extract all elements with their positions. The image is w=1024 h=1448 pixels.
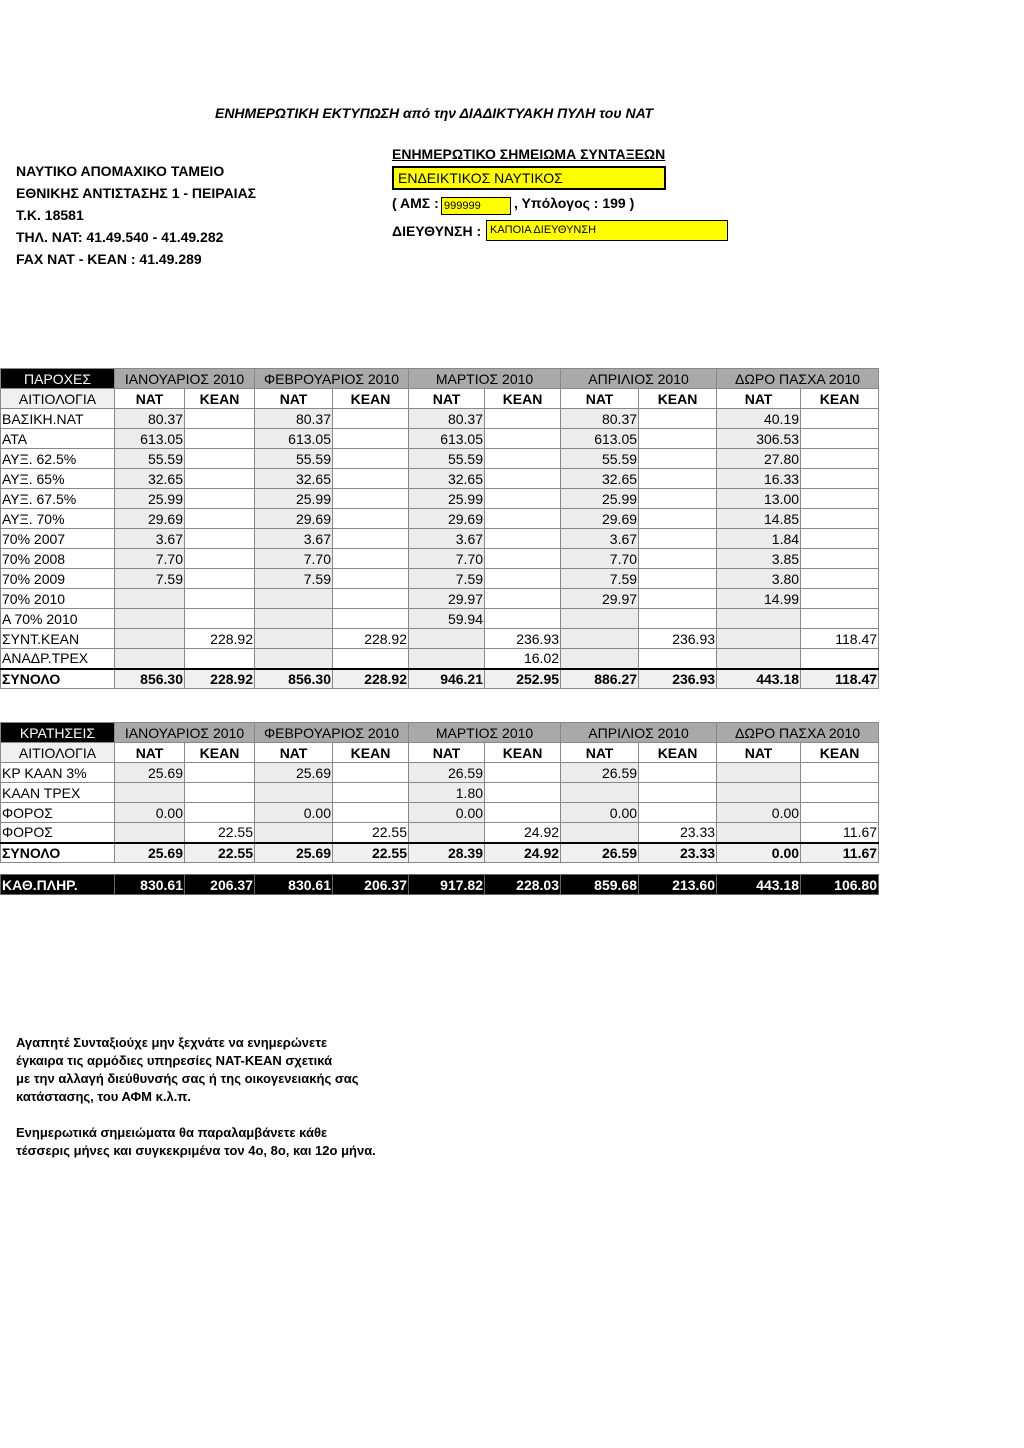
value-cell: 25.99	[409, 489, 485, 509]
row-label: 70% 2010	[1, 589, 115, 609]
value-cell	[639, 449, 717, 469]
value-cell	[185, 469, 255, 489]
total-cell: 228.92	[185, 669, 255, 689]
value-cell	[717, 609, 801, 629]
total-cell: 856.30	[115, 669, 185, 689]
value-cell	[639, 569, 717, 589]
month-header: ΙΑΝΟΥΑΡΙΟΣ 2010	[115, 723, 255, 743]
value-cell	[115, 629, 185, 649]
value-cell	[333, 589, 409, 609]
value-cell	[485, 589, 561, 609]
value-cell	[801, 589, 879, 609]
row-label: 70% 2009	[1, 569, 115, 589]
month-header: ΜΑΡΤΙΟΣ 2010	[409, 723, 561, 743]
value-cell	[115, 823, 185, 843]
total-cell: 22.55	[333, 843, 409, 863]
total-label: ΣΥΝΟΛΟ	[1, 843, 115, 863]
column-header-nat: ΝΑΤ	[561, 743, 639, 763]
notice-heading: ΕΝΗΜΕΡΩΤΙΚΟ ΣΗΜΕΙΩΜΑ ΣΥΝΤΑΞΕΩΝ	[392, 146, 666, 162]
total-cell: 886.27	[561, 669, 639, 689]
value-cell: 613.05	[255, 429, 333, 449]
row-label: 70% 2008	[1, 549, 115, 569]
value-cell	[801, 409, 879, 429]
column-header-nat: ΝΑΤ	[717, 389, 801, 409]
value-cell: 25.99	[115, 489, 185, 509]
org-line: ΝΑΥΤΙΚΟ ΑΠΟΜΑΧΙΚΟ ΤΑΜΕΙΟ	[16, 163, 225, 179]
total-cell: 236.93	[639, 669, 717, 689]
value-cell	[801, 649, 879, 669]
value-cell	[115, 609, 185, 629]
net-pay-cell: 859.68	[561, 875, 639, 895]
value-cell: 0.00	[255, 803, 333, 823]
value-cell: 59.94	[409, 609, 485, 629]
value-cell	[717, 763, 801, 783]
value-cell	[561, 609, 639, 629]
net-pay-cell: 206.37	[185, 875, 255, 895]
row-label: 70% 2007	[1, 529, 115, 549]
value-cell	[485, 569, 561, 589]
organization-address	[16, 160, 256, 270]
value-cell	[185, 509, 255, 529]
net-pay-cell: 228.03	[485, 875, 561, 895]
value-cell: 55.59	[255, 449, 333, 469]
value-cell: 7.70	[255, 549, 333, 569]
value-cell	[639, 429, 717, 449]
column-header-nat: ΝΑΤ	[115, 743, 185, 763]
column-header-kean: ΚΕΑΝ	[801, 389, 879, 409]
total-cell: 25.69	[255, 843, 333, 863]
column-header: ΑΙΤΙΟΛΟΓΙΑ	[1, 743, 115, 763]
value-cell: 29.69	[255, 509, 333, 529]
value-cell	[639, 803, 717, 823]
accountant-label: , Υπόλογος : 199 )	[514, 195, 635, 211]
column-header: ΑΙΤΙΟΛΟΓΙΑ	[1, 389, 115, 409]
row-label: ΑΥΞ. 70%	[1, 509, 115, 529]
value-cell	[333, 469, 409, 489]
row-label: ΑΝΑΔΡ.ΤΡΕΧ	[1, 649, 115, 669]
value-cell: 25.99	[255, 489, 333, 509]
value-cell: 32.65	[115, 469, 185, 489]
value-cell	[185, 783, 255, 803]
net-pay-cell: 830.61	[255, 875, 333, 895]
value-cell: 55.59	[561, 449, 639, 469]
month-header: ΜΑΡΤΙΟΣ 2010	[409, 369, 561, 389]
org-line: Τ.Κ. 18581	[16, 207, 84, 223]
column-header-kean: ΚΕΑΝ	[333, 743, 409, 763]
table-row	[1, 803, 879, 823]
value-cell	[115, 783, 185, 803]
column-header-nat: ΝΑΤ	[255, 743, 333, 763]
value-cell	[801, 469, 879, 489]
value-cell: 228.92	[185, 629, 255, 649]
total-cell: 23.33	[639, 843, 717, 863]
column-header-nat: ΝΑΤ	[717, 743, 801, 763]
org-line: ΕΘΝΙΚΗΣ ΑΝΤΙΣΤΑΣΗΣ 1 - ΠΕΙΡΑΙΑΣ	[16, 185, 257, 201]
value-cell	[333, 549, 409, 569]
value-cell	[717, 783, 801, 803]
month-header: ΔΩΡΟ ΠΑΣΧΑ 2010	[717, 723, 879, 743]
net-pay-row	[1, 875, 879, 895]
month-header: ΑΠΡΙΛΙΟΣ 2010	[561, 369, 717, 389]
address-label: ΔΙΕΥΘΥΝΣΗ :	[392, 223, 482, 239]
value-cell	[639, 649, 717, 669]
total-cell: 946.21	[409, 669, 485, 689]
value-cell	[185, 589, 255, 609]
total-cell: 856.30	[255, 669, 333, 689]
value-cell	[409, 823, 485, 843]
value-cell: 16.02	[485, 649, 561, 669]
table-row	[1, 509, 879, 529]
month-header: ΔΩΡΟ ΠΑΣΧΑ 2010	[717, 369, 879, 389]
table-row	[1, 629, 879, 649]
value-cell	[185, 529, 255, 549]
value-cell: 55.59	[409, 449, 485, 469]
column-header-nat: ΝΑΤ	[409, 389, 485, 409]
value-cell: 29.97	[409, 589, 485, 609]
value-cell	[333, 409, 409, 429]
value-cell: 0.00	[561, 803, 639, 823]
value-cell	[485, 409, 561, 429]
table-row	[1, 469, 879, 489]
value-cell: 0.00	[717, 803, 801, 823]
value-cell	[801, 783, 879, 803]
net-pay-cell: 206.37	[333, 875, 409, 895]
value-cell	[333, 449, 409, 469]
value-cell	[333, 529, 409, 549]
value-cell	[801, 763, 879, 783]
value-cell: 7.70	[561, 549, 639, 569]
column-header-kean: ΚΕΑΝ	[485, 743, 561, 763]
value-cell	[485, 449, 561, 469]
table-row	[1, 609, 879, 629]
row-label: ΚΑΑΝ ΤΡΕΧ	[1, 783, 115, 803]
value-cell: 55.59	[115, 449, 185, 469]
value-cell: 25.69	[115, 763, 185, 783]
footer-line: κατάστασης, του ΑΦΜ κ.λ.π.	[16, 1089, 191, 1104]
total-cell: 118.47	[801, 669, 879, 689]
value-cell: 1.80	[409, 783, 485, 803]
column-header-nat: ΝΑΤ	[255, 389, 333, 409]
column-header-kean: ΚΕΑΝ	[185, 743, 255, 763]
value-cell	[485, 509, 561, 529]
value-cell	[485, 803, 561, 823]
total-cell: 11.67	[801, 843, 879, 863]
row-label: ΑΥΞ. 65%	[1, 469, 115, 489]
value-cell	[801, 449, 879, 469]
org-line: FAX NAT - ΚΕΑΝ : 41.49.289	[16, 251, 202, 267]
value-cell: 7.59	[255, 569, 333, 589]
table-row	[1, 489, 879, 509]
value-cell	[639, 609, 717, 629]
value-cell	[115, 649, 185, 669]
row-label: ΣΥΝΤ.ΚΕΑΝ	[1, 629, 115, 649]
value-cell: 22.55	[333, 823, 409, 843]
value-cell: 613.05	[561, 429, 639, 449]
month-header: ΙΑΝΟΥΑΡΙΟΣ 2010	[115, 369, 255, 389]
value-cell	[333, 803, 409, 823]
value-cell: 236.93	[485, 629, 561, 649]
net-pay-label: ΚΑΘ.ΠΛΗΡ.	[1, 875, 115, 895]
total-cell: 228.92	[333, 669, 409, 689]
value-cell: 3.67	[409, 529, 485, 549]
table-row	[1, 649, 879, 669]
value-cell: 118.47	[801, 629, 879, 649]
value-cell: 0.00	[409, 803, 485, 823]
value-cell: 7.59	[115, 569, 185, 589]
value-cell	[409, 649, 485, 669]
value-cell	[255, 629, 333, 649]
table-row	[1, 429, 879, 449]
column-header-nat: ΝΑΤ	[409, 743, 485, 763]
total-label: ΣΥΝΟΛΟ	[1, 669, 115, 689]
total-row	[1, 843, 879, 863]
value-cell: 13.00	[717, 489, 801, 509]
value-cell	[801, 803, 879, 823]
value-cell	[801, 509, 879, 529]
net-pay-cell: 917.82	[409, 875, 485, 895]
org-line: ΤΗΛ. ΝΑΤ: 41.49.540 - 41.49.282	[16, 229, 224, 245]
value-cell	[639, 489, 717, 509]
value-cell	[717, 629, 801, 649]
total-cell: 0.00	[717, 843, 801, 863]
column-header-kean: ΚΕΑΝ	[639, 743, 717, 763]
value-cell: 7.70	[409, 549, 485, 569]
value-cell	[185, 649, 255, 669]
value-cell	[639, 509, 717, 529]
value-cell	[185, 549, 255, 569]
value-cell	[801, 429, 879, 449]
value-cell	[485, 763, 561, 783]
net-pay-cell: 106.80	[801, 875, 879, 895]
value-cell	[333, 783, 409, 803]
value-cell	[185, 409, 255, 429]
column-header-kean: ΚΕΑΝ	[185, 389, 255, 409]
value-cell: 22.55	[185, 823, 255, 843]
value-cell	[485, 529, 561, 549]
column-header-kean: ΚΕΑΝ	[485, 389, 561, 409]
value-cell	[185, 609, 255, 629]
value-cell	[185, 449, 255, 469]
value-cell: 40.19	[717, 409, 801, 429]
total-cell: 252.95	[485, 669, 561, 689]
footer-line: έγκαιρα τις αρμόδιες υπηρεσίες ΝΑΤ-ΚΕΑΝ σχετικά	[16, 1053, 333, 1068]
value-cell: 32.65	[409, 469, 485, 489]
value-cell: 26.59	[409, 763, 485, 783]
value-cell	[561, 823, 639, 843]
column-header-nat: ΝΑΤ	[561, 389, 639, 409]
month-header: ΑΠΡΙΛΙΟΣ 2010	[561, 723, 717, 743]
value-cell: 14.85	[717, 509, 801, 529]
footer-line	[16, 1106, 376, 1124]
footer-line: τέσσερις μήνες και συγκεκριμένα τον 4ο, 8ο, και 12ο μήνα.	[16, 1143, 376, 1158]
value-cell	[185, 569, 255, 589]
ams-value-field: 999999	[441, 197, 511, 215]
value-cell: 228.92	[333, 629, 409, 649]
table-row	[1, 823, 879, 843]
value-cell	[255, 589, 333, 609]
page-title: ΕΝΗΜΕΡΩΤΙΚΗ ΕΚΤΥΠΩΣΗ από την ΔΙΑΔΙΚΤΥΑΚΗ ΠΥΛΗ του ΝΑΤ	[214, 105, 654, 121]
row-label: ΑΤΑ	[1, 429, 115, 449]
row-label: ΒΑΣΙΚΗ.ΝΑΤ	[1, 409, 115, 429]
row-label: ΦΟΡΟΣ	[1, 803, 115, 823]
value-cell	[561, 783, 639, 803]
month-header: ΦΕΒΡΟΥΑΡΙΟΣ 2010	[255, 369, 409, 389]
value-cell: 16.33	[717, 469, 801, 489]
net-pay-cell: 443.18	[717, 875, 801, 895]
column-header-kean: ΚΕΑΝ	[333, 389, 409, 409]
value-cell	[185, 489, 255, 509]
value-cell: 23.33	[639, 823, 717, 843]
section-heading: ΚΡΑΤΗΣΕΙΣ	[1, 723, 115, 743]
value-cell: 0.00	[115, 803, 185, 823]
value-cell	[333, 609, 409, 629]
net-pay-cell: 830.61	[115, 875, 185, 895]
value-cell	[801, 489, 879, 509]
value-cell: 3.67	[561, 529, 639, 549]
value-cell	[255, 823, 333, 843]
month-header: ΦΕΒΡΟΥΑΡΙΟΣ 2010	[255, 723, 409, 743]
value-cell: 26.59	[561, 763, 639, 783]
footer-line: Αγαπητέ Συνταξιούχε μην ξεχνάτε να ενημερώνετε	[16, 1035, 328, 1050]
value-cell	[801, 609, 879, 629]
value-cell: 25.99	[561, 489, 639, 509]
value-cell: 613.05	[409, 429, 485, 449]
value-cell: 29.69	[409, 509, 485, 529]
value-cell	[485, 549, 561, 569]
value-cell: 80.37	[561, 409, 639, 429]
value-cell: 29.69	[561, 509, 639, 529]
row-label: ΑΥΞ. 62.5%	[1, 449, 115, 469]
row-label: Α 70% 2010	[1, 609, 115, 629]
value-cell	[485, 489, 561, 509]
total-cell: 25.69	[115, 843, 185, 863]
table-row	[1, 589, 879, 609]
value-cell	[639, 529, 717, 549]
value-cell	[333, 763, 409, 783]
value-cell: 306.53	[717, 429, 801, 449]
row-label: ΦΟΡΟΣ	[1, 823, 115, 843]
value-cell	[333, 429, 409, 449]
value-cell: 27.80	[717, 449, 801, 469]
total-cell: 24.92	[485, 843, 561, 863]
value-cell	[801, 549, 879, 569]
value-cell	[639, 469, 717, 489]
value-cell: 80.37	[409, 409, 485, 429]
value-cell: 80.37	[115, 409, 185, 429]
value-cell	[485, 609, 561, 629]
table-row	[1, 549, 879, 569]
value-cell: 80.37	[255, 409, 333, 429]
column-header-nat: ΝΑΤ	[115, 389, 185, 409]
address-value-field: ΚΑΠΟΙΑ ΔΙΕΥΘΥΝΣΗ	[486, 220, 728, 241]
footer-note	[16, 1034, 376, 1160]
value-cell: 7.70	[115, 549, 185, 569]
value-cell	[639, 549, 717, 569]
value-cell	[333, 509, 409, 529]
value-cell: 25.69	[255, 763, 333, 783]
value-cell	[561, 629, 639, 649]
footer-line: με την αλλαγή διεύθυνσής σας ή της οικογενειακής σας	[16, 1071, 359, 1086]
table-row	[1, 529, 879, 549]
value-cell: 32.65	[561, 469, 639, 489]
deductions-table	[0, 722, 879, 863]
value-cell	[639, 409, 717, 429]
total-cell: 443.18	[717, 669, 801, 689]
section-heading: ΠΑΡΟΧΕΣ	[1, 369, 115, 389]
value-cell: 3.80	[717, 569, 801, 589]
footer-line: Ενημερωτικά σημειώματα θα παραλαμβάνετε κάθε	[16, 1125, 328, 1140]
table-row	[1, 409, 879, 429]
table-row	[1, 569, 879, 589]
value-cell	[185, 429, 255, 449]
table-row	[1, 783, 879, 803]
value-cell	[485, 469, 561, 489]
value-cell	[255, 649, 333, 669]
value-cell	[639, 589, 717, 609]
value-cell: 236.93	[639, 629, 717, 649]
value-cell	[115, 589, 185, 609]
value-cell	[485, 429, 561, 449]
column-header-kean: ΚΕΑΝ	[801, 743, 879, 763]
total-cell: 26.59	[561, 843, 639, 863]
net-pay-table	[0, 874, 879, 895]
value-cell	[485, 783, 561, 803]
value-cell: 29.97	[561, 589, 639, 609]
value-cell: 3.67	[115, 529, 185, 549]
value-cell: 1.84	[717, 529, 801, 549]
value-cell: 7.59	[561, 569, 639, 589]
value-cell	[717, 823, 801, 843]
value-cell: 3.85	[717, 549, 801, 569]
value-cell	[639, 783, 717, 803]
value-cell	[333, 489, 409, 509]
benefits-table	[0, 368, 879, 689]
value-cell	[255, 783, 333, 803]
value-cell: 11.67	[801, 823, 879, 843]
total-cell: 22.55	[185, 843, 255, 863]
value-cell	[801, 529, 879, 549]
value-cell	[185, 803, 255, 823]
table-row	[1, 763, 879, 783]
value-cell: 29.69	[115, 509, 185, 529]
row-label: ΚΡ ΚΑΑΝ 3%	[1, 763, 115, 783]
value-cell	[333, 649, 409, 669]
table-row	[1, 449, 879, 469]
pensioner-name-field: ΕΝΔΕΙΚΤΙΚΟΣ ΝΑΥΤΙΚΟΣ	[392, 166, 666, 190]
value-cell	[255, 609, 333, 629]
net-pay-cell: 213.60	[639, 875, 717, 895]
value-cell: 7.59	[409, 569, 485, 589]
value-cell	[717, 649, 801, 669]
total-row	[1, 669, 879, 689]
value-cell: 613.05	[115, 429, 185, 449]
value-cell: 14.99	[717, 589, 801, 609]
value-cell: 24.92	[485, 823, 561, 843]
row-label: ΑΥΞ. 67.5%	[1, 489, 115, 509]
value-cell	[639, 763, 717, 783]
value-cell	[801, 569, 879, 589]
column-header-kean: ΚΕΑΝ	[639, 389, 717, 409]
ams-label: ( ΑΜΣ :	[392, 195, 439, 211]
value-cell: 3.67	[255, 529, 333, 549]
total-cell: 28.39	[409, 843, 485, 863]
value-cell	[333, 569, 409, 589]
value-cell	[185, 763, 255, 783]
value-cell	[409, 629, 485, 649]
value-cell: 32.65	[255, 469, 333, 489]
value-cell	[561, 649, 639, 669]
